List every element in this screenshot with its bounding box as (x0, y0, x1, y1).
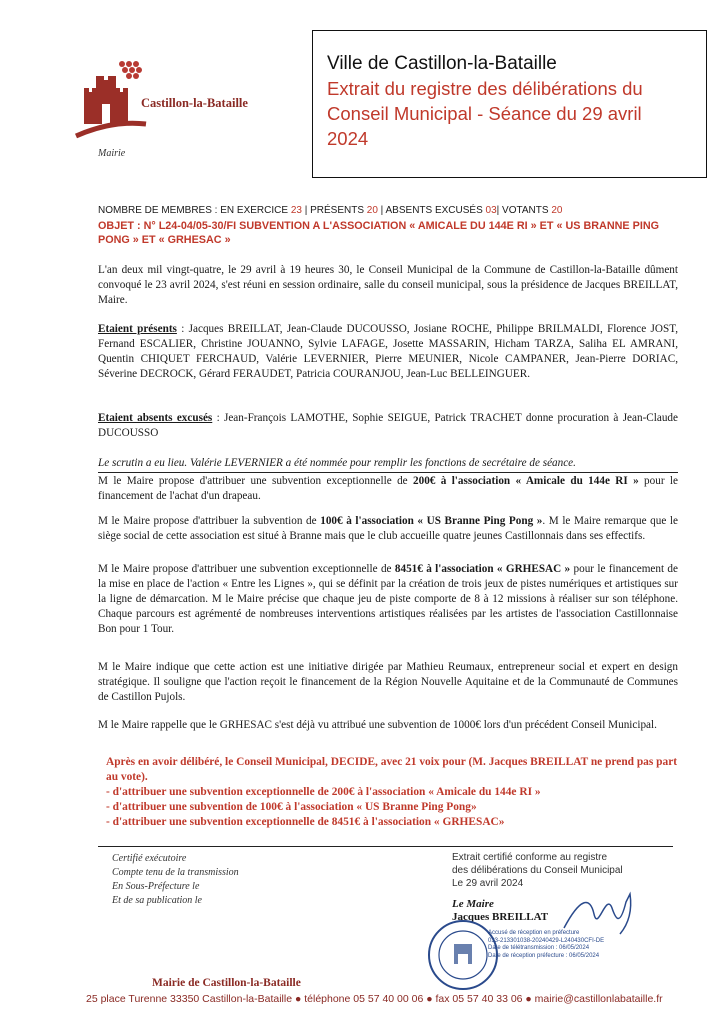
document-title-box (312, 30, 707, 178)
paragraph-initiative: M le Maire indique que cette action est une initiative dirigée par Mathieu Reumaux, entrepreneur social et expert en design stratégique. Il souligne que l'action reçoit le financement de la Région Nouvelle Aquitaine et de la Communauté de Communes de Castillon Pujols. (98, 661, 678, 703)
footer-address: 25 place Turenne 33350 Castillon-la-Bataille ● téléphone 05 57 40 00 06 ● fax 05 57 40 33 06 ● mairie@castillonlabataille.fr (86, 993, 663, 1005)
title-line-3: Conseil Municipal - Séance du 29 avril (327, 103, 642, 124)
decision-block (106, 755, 678, 830)
decision-intro: Après en avoir délibéré, le Conseil Municipal, DECIDE, avec 21 voix pour (M. Jacques BREILLAT ne prend pas part au vote). (106, 756, 678, 783)
scrutin-line: Le scrutin a eu lieu. Valérie LEVERNIER a été nommée pour remplir les fonctions de secrétaire de séance. (98, 456, 678, 473)
paragraph-ping-pong: M le Maire propose d'attribuer la subvention de 100€ à l'association « US Branne Ping Pong ». M le Maire remarque que le siège social de cette association est situé à Branne mais que le club accueille quatre jeunes Castillonnais dans ses effectifs. (98, 515, 678, 542)
mayor-name: Jacques BREILLAT (452, 911, 549, 923)
absents-paragraph: Etaient absents excusés : Jean-François LAMOTHE, Sophie SEIGUE, Patrick TRACHET donne procuration à Jean-Claude DUCOUSSO (98, 412, 678, 439)
paragraph-previous-subvention: M le Maire rappelle que le GRHESAC s'est déjà vu attribué une subvention de 1000€ lors d'un précédent Conseil Municipal. (98, 719, 657, 731)
town-logo (72, 58, 292, 168)
decision-item-2: - d'attribuer une subvention de 100€ à l'association « US Branne Ping Pong» (106, 801, 477, 813)
mayor-label: Le Maire (452, 898, 494, 910)
title-line-4: 2024 (327, 128, 369, 149)
votants-count: 20 (551, 205, 563, 216)
decision-item-1: - d'attribuer une subvention exceptionnelle de 200€ à l'association « Amicale du 144e RI » (106, 786, 541, 798)
deliberation-object: OBJET : N° L24-04/05-30/FI SUBVENTION A L'ASSOCIATION « AMICALE DU 144E RI » ET « US BRANNE PING PONG » ET « GRHESAC » (98, 220, 660, 246)
logo-mairie-label: Mairie (98, 148, 126, 159)
paragraph-grhesac: M le Maire propose d'attribuer une subvention exceptionnelle de 8451€ à l'association « GRHESAC » pour le financement de la mise en place de l'action « Entre les Lignes », qui se définit par la création de trois jeux de pistes numériques et artistiques sur la ligne de démarcation. M le Maire précise que chaque jeu de piste comporte de 8 à 12 missions à réaliser sur son téléphone. Chaque parcours est agrémenté de nombreuses interventions artistiques réalisées par les artistes de l'association Castillonnaise Bon pour 1 Tour. (98, 563, 678, 635)
intro-paragraph: L'an deux mil vingt-quatre, le 29 avril à 19 heures 30, le Conseil Municipal de la Commune de Castillon-la-Bataille dûment convoqué le 23 avril 2024, s'est réuni en session ordinaire, salle du conseil municipal, sous la présidence de Jacques BREILLAT, Maire. (98, 264, 678, 306)
logo-town-name: Castillon-la-Bataille (141, 96, 248, 110)
presents-paragraph: Etaient présents : Jacques BREILLAT, Jean-Claude DUCOUSSO, Josiane ROCHE, Philippe BRILMALDI, Florence JOST, Fernand ESCALIER, Christine JOUANNO, Sylvie LAFAGE, Josette MASSARIN, Hicham TARZA, Saliha EL AMRANI, Quentin CHIQUET FERCHAUD, Valérie LEVERNIER, Pierre MEUNIER, Nicole CAMPANER, Jean-Pierre DORIAC, Séverine DECROCK, Gérard FERAUDET, Patricia COURANJOU, Jean-Luc BELLEINGUER. (98, 323, 679, 380)
exercice-count: 23 (290, 205, 302, 216)
certified-extract-block: Extrait certifié conforme au registre des délibérations du Conseil Municipal Le 29 avril 2024 (452, 852, 623, 889)
title-line-2: Extrait du registre des délibérations du (327, 78, 643, 99)
footer-mairie-name: Mairie de Castillon-la-Bataille (152, 977, 301, 989)
certification-block: Certifié exécutoire Compte tenu de la transmission En Sous-Préfecture le Et de sa publication le (112, 853, 239, 906)
presents-label: Etaient présents (98, 323, 177, 335)
reception-acknowledgement: Accusé de réception en préfecture 033-213301038-20240429-L240430CFI-DE Date de télétransmission : 06/05/2024 Date de réception préfecture : 06/05/2024 (488, 930, 605, 959)
paragraph-amicale: M le Maire propose d'attribuer une subvention exceptionnelle de 200€ à l'association « Amicale du 144e RI » pour le financement de l'achat d'un drapeau. (98, 475, 678, 502)
members-count: NOMBRE DE MEMBRES : EN EXERCICE 23 | PRÉSENTS 20 | ABSENTS EXCUSÉS 03| VOTANTS 20 (98, 205, 563, 216)
presents-count: 20 (366, 205, 378, 216)
absents-count: 03 (485, 205, 497, 216)
absents-label: Etaient absents excusés (98, 412, 213, 424)
title-town: Ville de Castillon-la-Bataille (327, 53, 557, 74)
decision-item-3: - d'attribuer une subvention exceptionnelle de 8451€ à l'association « GRHESAC» (106, 816, 505, 828)
footer-divider (98, 846, 673, 847)
